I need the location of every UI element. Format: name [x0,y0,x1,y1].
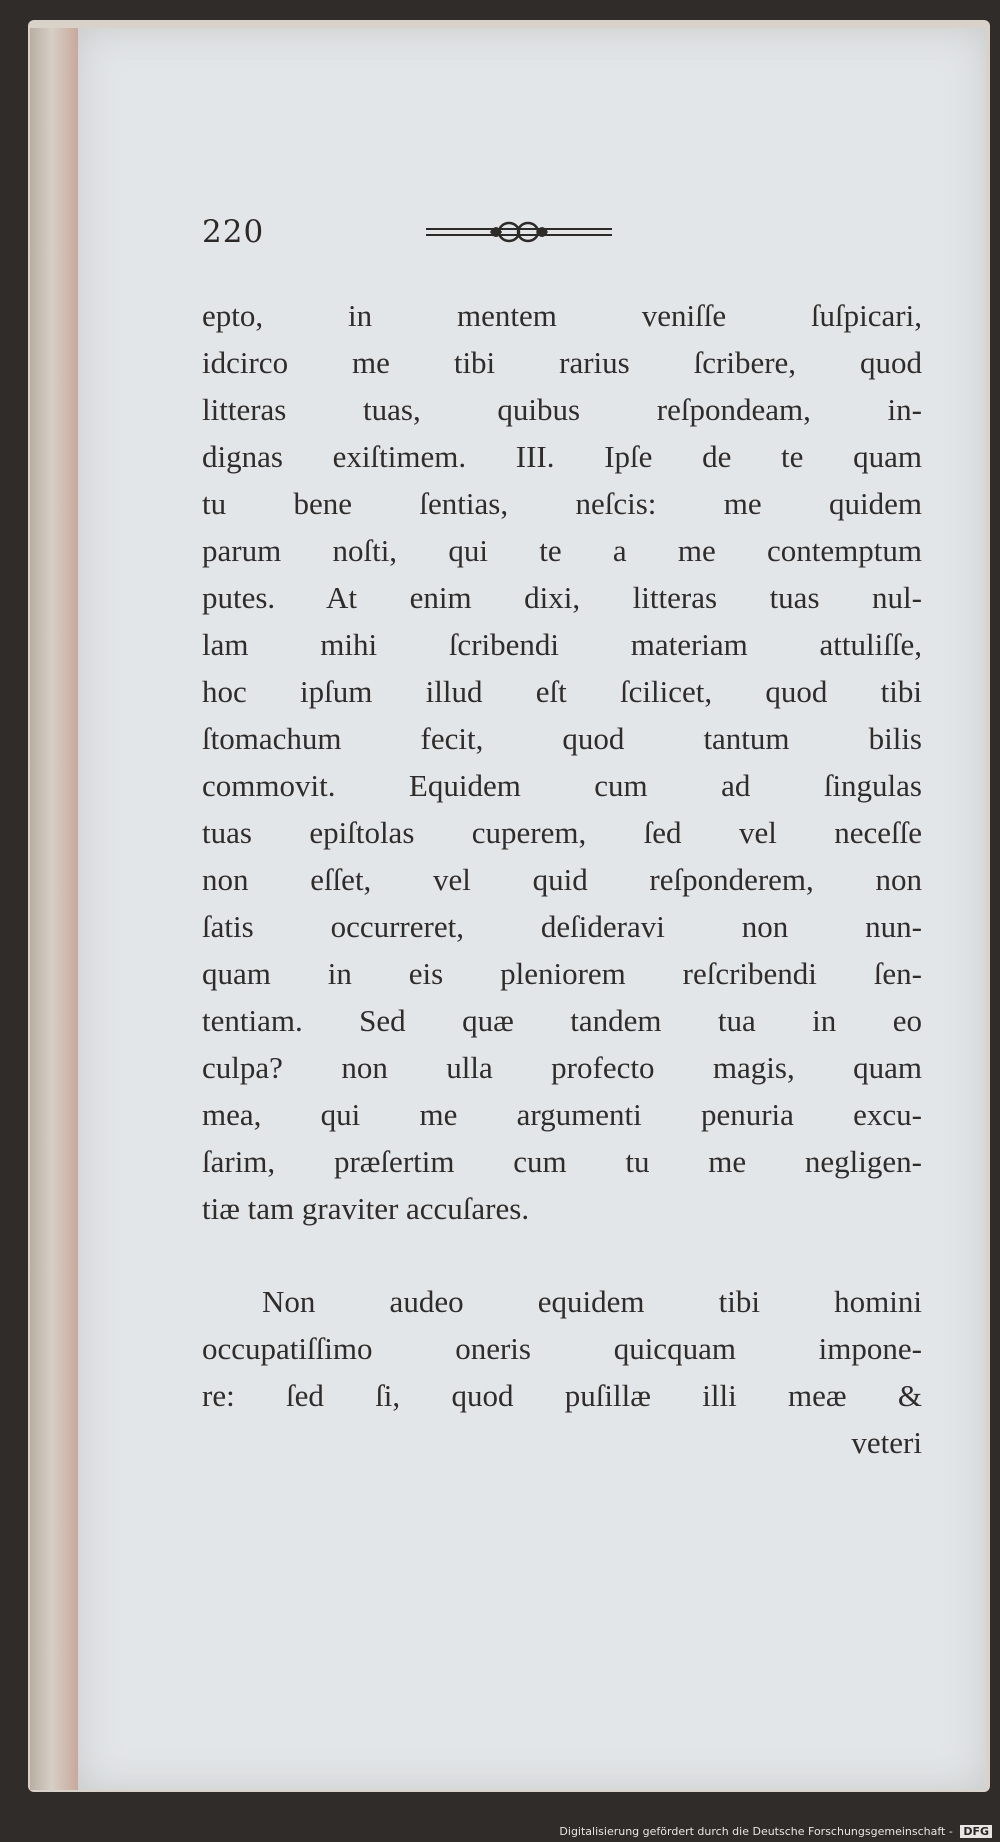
text-line: tentiam. Sed quæ tandem tua in eo [202,1003,922,1038]
text-line: lam mihi ſcribendi materiam attuliſſe, [202,627,922,662]
text-line: epto, in mentem veniſſe ſuſpicari, [202,298,922,333]
catchword: veteri [851,1425,922,1460]
text-line: occupatiſſimo oneris quicquam impone- [202,1331,922,1366]
paragraph-gap [202,1232,922,1278]
page-number: 220 [202,214,265,250]
text-line: ſatis occurreret, deſideravi non nun- [202,909,922,944]
body-text [202,292,922,1466]
text-line: tiæ tam graviter accuſares. [202,1191,530,1226]
text-line: culpa? non ulla profecto magis, quam [202,1050,922,1085]
text-line: Non audeo equidem tibi homini [262,1284,922,1319]
text-line: quam in eis pleniorem reſcribendi ſen- [202,956,922,991]
text-line: non eſſet, vel quid reſponderem, non [202,862,922,897]
text-line: hoc ipſum illud eſt ſcilicet, quod tibi [202,674,922,709]
text-line: litteras tuas, quibus reſpondeam, in- [202,392,922,427]
page-header [202,214,922,254]
credit-text: Digitalisierung gefördert durch die Deutsche Forschungsgemeinschaft - [559,1825,953,1838]
text-line: commovit. Equidem cum ad ſingulas [202,768,922,803]
text-line: tuas epiſtolas cuperem, ſed vel neceſſe [202,815,922,850]
text-line: putes. At enim dixi, litteras tuas nul- [202,580,922,615]
text-line: parum noſti, qui te a me contemptum [202,533,922,568]
text-line: ſtomachum fecit, quod tantum bilis [202,721,922,756]
text-line: mea, qui me argumenti penuria excu- [202,1097,922,1132]
text-line: tu bene ſentias, neſcis: me quidem [202,486,922,521]
text-line: dignas exiſtimem. III. Ipſe de te quam [202,439,922,474]
dfg-logo: DFG [960,1825,992,1838]
text-line: idcirco me tibi rarius ſcribere, quod [202,345,922,380]
ornament-rule-icon [424,218,614,246]
digitization-credit [559,1825,992,1838]
text-line: re: ſed ſi, quod puſillæ illi meæ & [202,1378,922,1413]
text-line: ſarim, præſertim cum tu me negligen- [202,1144,922,1179]
page-fore-edge [30,28,80,1790]
